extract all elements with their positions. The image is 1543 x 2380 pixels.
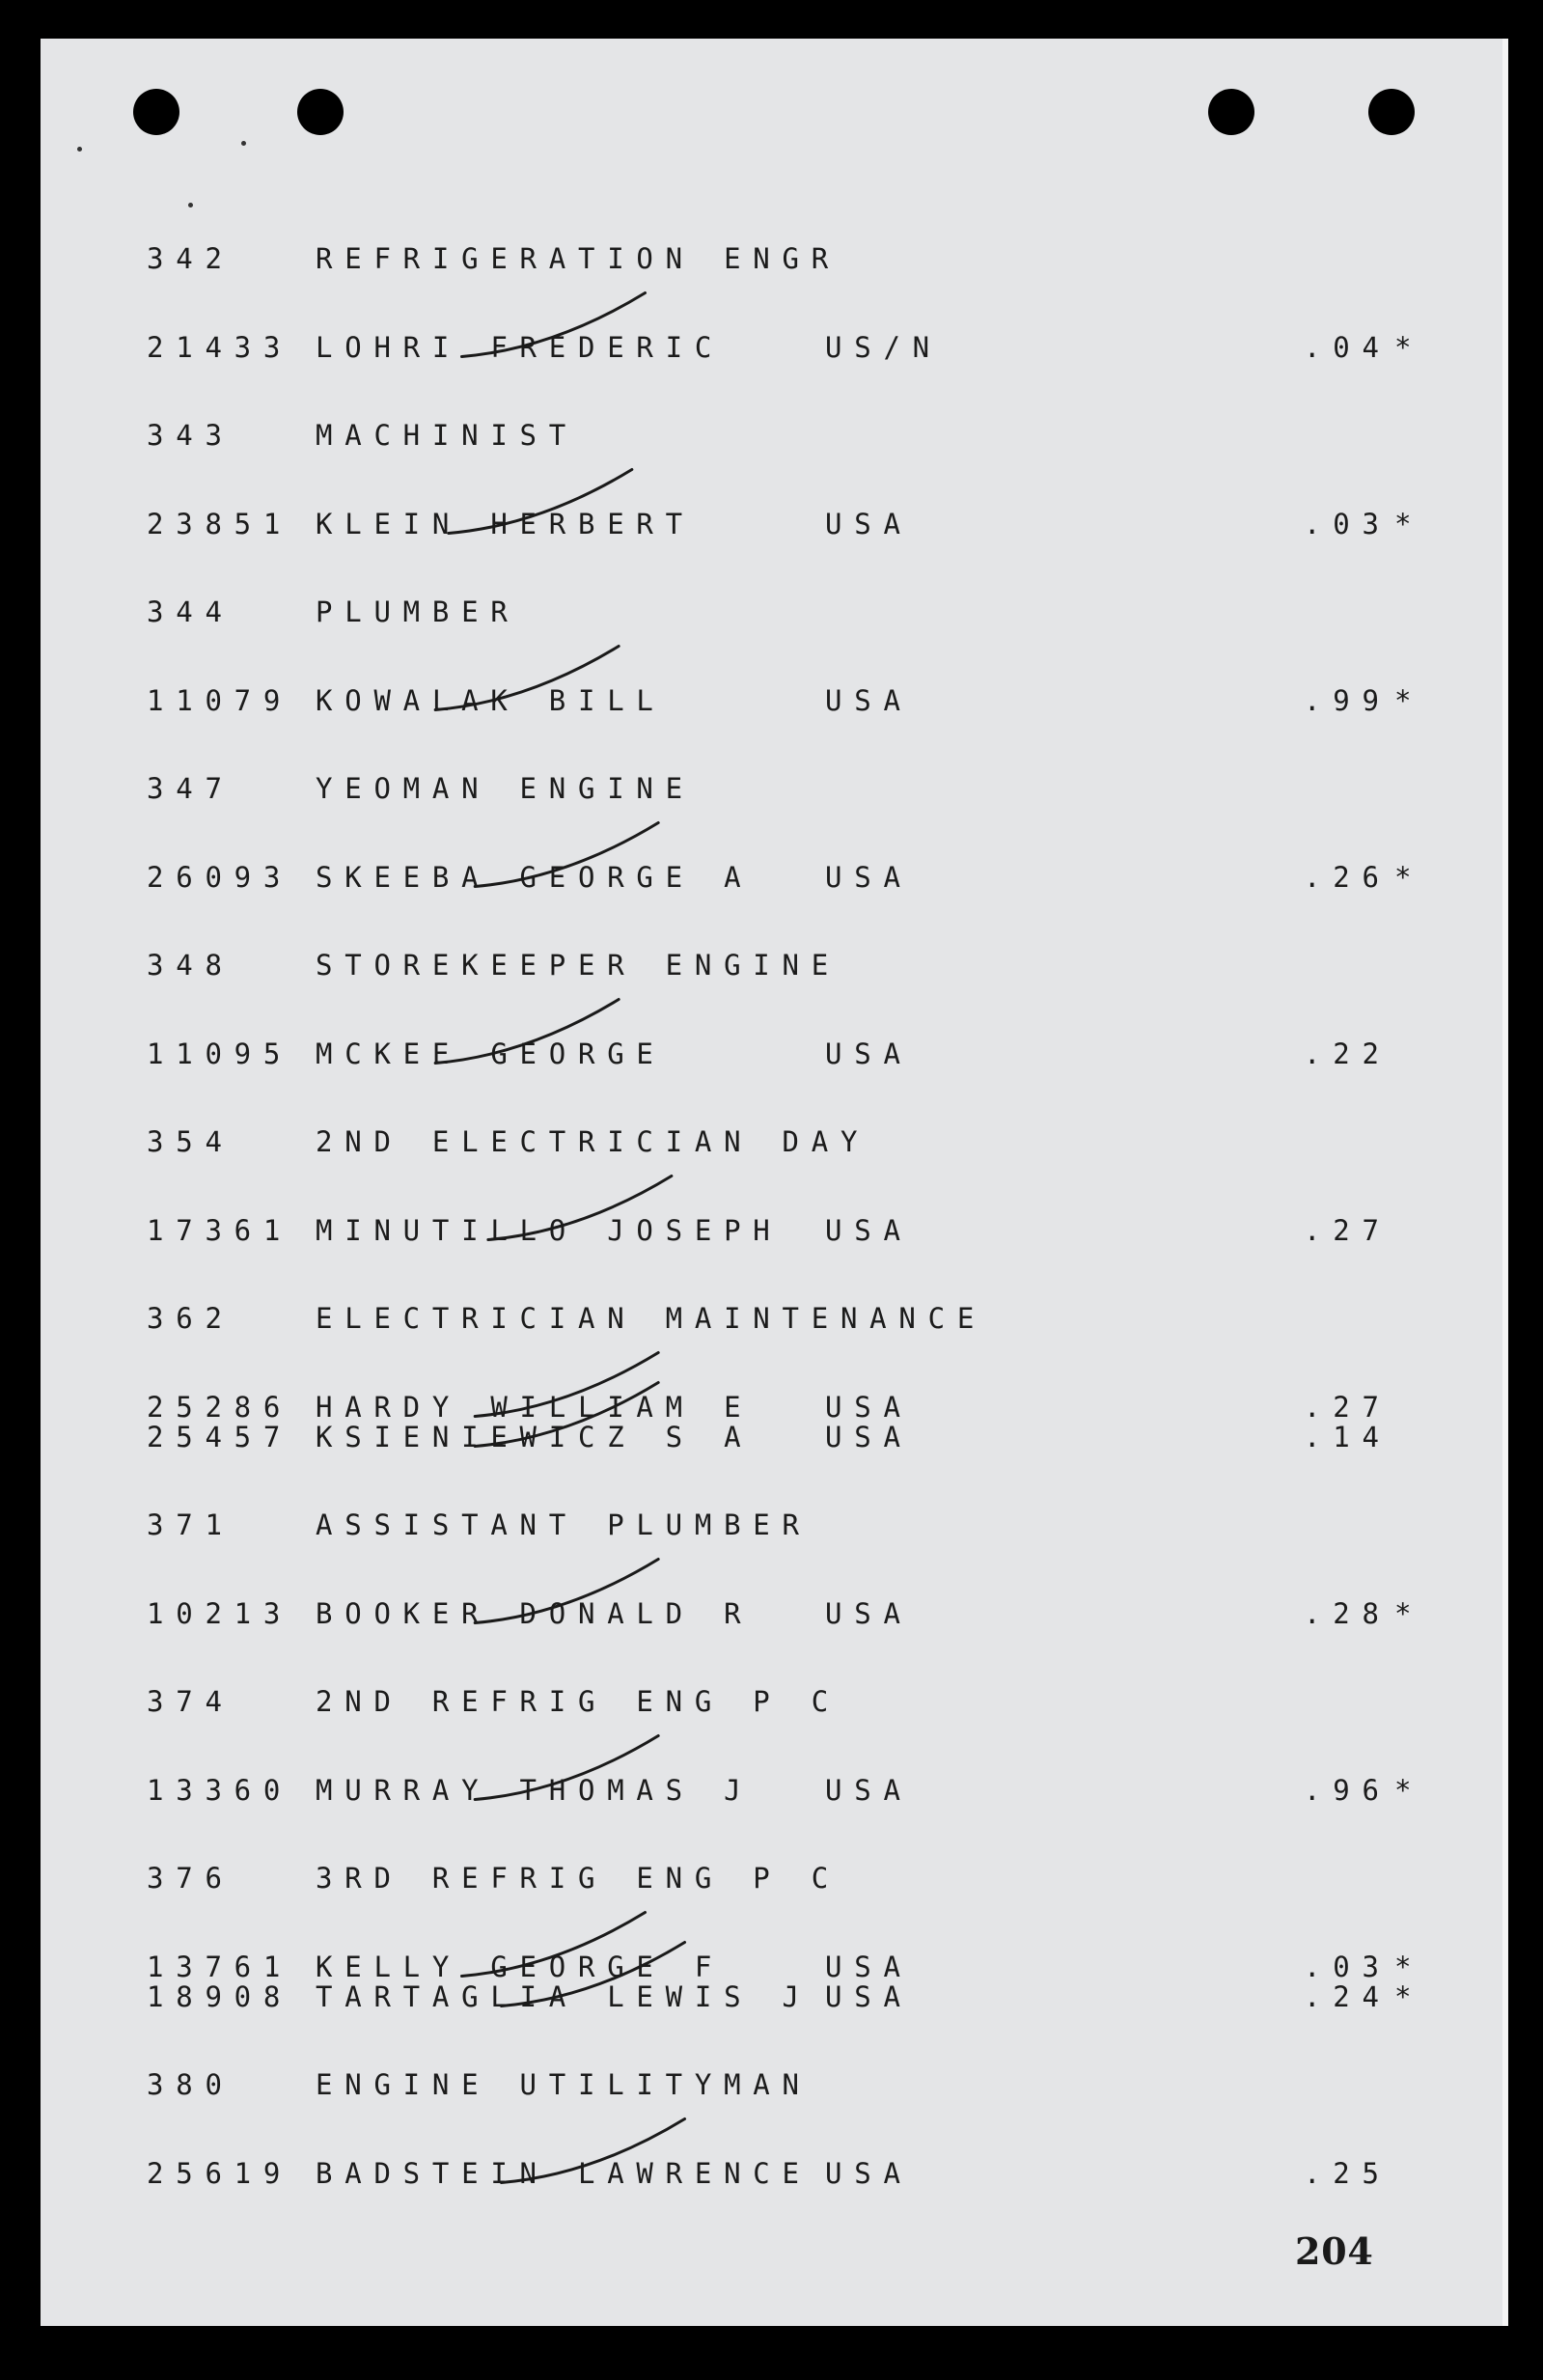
entry-mark: * xyxy=(1394,507,1412,540)
entry-mark: * xyxy=(1394,1979,1412,2013)
entry-citizenship: USA xyxy=(825,1390,913,1424)
entry-citizenship: USA xyxy=(825,1213,913,1247)
section-title: YEOMAN ENGINE xyxy=(316,772,695,805)
entry-id: 25619 xyxy=(147,2156,293,2190)
entry-name: KOWALAK BILL xyxy=(316,683,666,717)
entry-citizenship: USA xyxy=(825,683,913,717)
section-title: ELECTRICIAN MAINTENANCE xyxy=(316,1302,987,1335)
section-title: ENGINE UTILITYMAN xyxy=(316,2068,812,2101)
entry-value: .14 xyxy=(1304,1420,1391,1453)
section-title: 3RD REFRIG ENG P C xyxy=(316,1862,840,1895)
section-code: 348 xyxy=(147,949,234,982)
entry-name: TARTAGLIA LEWIS J xyxy=(316,1979,812,2013)
section-code: 371 xyxy=(147,1508,234,1541)
entry-mark: * xyxy=(1394,860,1412,894)
entry-name: MURRAY THOMAS J xyxy=(316,1773,754,1807)
entry-id: 25457 xyxy=(147,1420,293,1453)
entry-citizenship: USA xyxy=(825,860,913,894)
entry-name: BADSTEIN LAWRENCE xyxy=(316,2156,812,2190)
entry-id: 21433 xyxy=(147,330,293,364)
entry-citizenship: USA xyxy=(825,507,913,540)
ink-speck xyxy=(188,203,193,208)
punch-hole-icon xyxy=(297,89,344,135)
entry-id: 13360 xyxy=(147,1773,293,1807)
entry-name: HARDY WILLIAM E xyxy=(316,1390,754,1424)
document-page xyxy=(41,39,1508,2326)
section-code: 354 xyxy=(147,1125,234,1158)
entry-name: KSIENIEWICZ S A xyxy=(316,1420,754,1453)
entry-value: .27 xyxy=(1304,1213,1391,1247)
entry-mark: * xyxy=(1394,1950,1412,1983)
entry-id: 26093 xyxy=(147,860,293,894)
entry-id: 10213 xyxy=(147,1596,293,1630)
entry-value: .27 xyxy=(1304,1390,1391,1424)
entry-name: KELLY GEORGE F xyxy=(316,1950,725,1983)
section-code: 344 xyxy=(147,595,234,628)
entry-citizenship: USA xyxy=(825,1596,913,1630)
entry-citizenship: USA xyxy=(825,1420,913,1453)
entry-id: 17361 xyxy=(147,1213,293,1247)
entry-name: SKEEBA GEORGE A xyxy=(316,860,754,894)
section-title: REFRIGERATION ENGR xyxy=(316,242,840,275)
entry-id: 25286 xyxy=(147,1390,293,1424)
entry-citizenship: USA xyxy=(825,1037,913,1070)
punch-hole-icon xyxy=(1368,89,1415,135)
page-number: 204 xyxy=(1295,2229,1374,2273)
section-title: 2ND ELECTRICIAN DAY xyxy=(316,1125,870,1158)
entry-id: 11079 xyxy=(147,683,293,717)
entry-mark: * xyxy=(1394,1773,1412,1807)
entry-citizenship: USA xyxy=(825,1979,913,2013)
entry-name: KLEIN HERBERT xyxy=(316,507,695,540)
entry-citizenship: USA xyxy=(825,1950,913,1983)
section-code: 347 xyxy=(147,772,234,805)
section-title: PLUMBER xyxy=(316,595,520,628)
entry-value: .28 xyxy=(1304,1596,1391,1630)
entry-value: .96 xyxy=(1304,1773,1391,1807)
entry-value: .26 xyxy=(1304,860,1391,894)
entry-mark: * xyxy=(1394,683,1412,717)
section-title: 2ND REFRIG ENG P C xyxy=(316,1685,840,1718)
entry-citizenship: USA xyxy=(825,2156,913,2190)
entry-name: MINUTILLO JOSEPH xyxy=(316,1213,783,1247)
entry-name: LOHRI FREDERIC xyxy=(316,330,725,364)
entry-citizenship: US/N xyxy=(825,330,942,364)
section-code: 374 xyxy=(147,1685,234,1718)
entry-value: .99 xyxy=(1304,683,1391,717)
entry-id: 11095 xyxy=(147,1037,293,1070)
entry-value: .03 xyxy=(1304,507,1391,540)
entry-value: .25 xyxy=(1304,2156,1391,2190)
entry-name: MCKEE GEORGE xyxy=(316,1037,666,1070)
ink-speck xyxy=(241,141,246,146)
entry-value: .04 xyxy=(1304,330,1391,364)
section-code: 343 xyxy=(147,419,234,452)
section-title: ASSISTANT PLUMBER xyxy=(316,1508,812,1541)
section-code: 362 xyxy=(147,1302,234,1335)
section-title: STOREKEEPER ENGINE xyxy=(316,949,840,982)
entry-mark: * xyxy=(1394,1596,1412,1630)
entry-id: 23851 xyxy=(147,507,293,540)
section-code: 380 xyxy=(147,2068,234,2101)
ink-speck xyxy=(77,147,82,152)
entry-id: 13761 xyxy=(147,1950,293,1983)
section-code: 376 xyxy=(147,1862,234,1895)
section-code: 342 xyxy=(147,242,234,275)
section-title: MACHINIST xyxy=(316,419,578,452)
entry-id: 18908 xyxy=(147,1979,293,2013)
entry-name: BOOKER DONALD R xyxy=(316,1596,754,1630)
punch-hole-icon xyxy=(133,89,179,135)
entry-value: .22 xyxy=(1304,1037,1391,1070)
entry-mark: * xyxy=(1394,330,1412,364)
entry-value: .24 xyxy=(1304,1979,1391,2013)
punch-hole-icon xyxy=(1208,89,1254,135)
entry-value: .03 xyxy=(1304,1950,1391,1983)
entry-citizenship: USA xyxy=(825,1773,913,1807)
